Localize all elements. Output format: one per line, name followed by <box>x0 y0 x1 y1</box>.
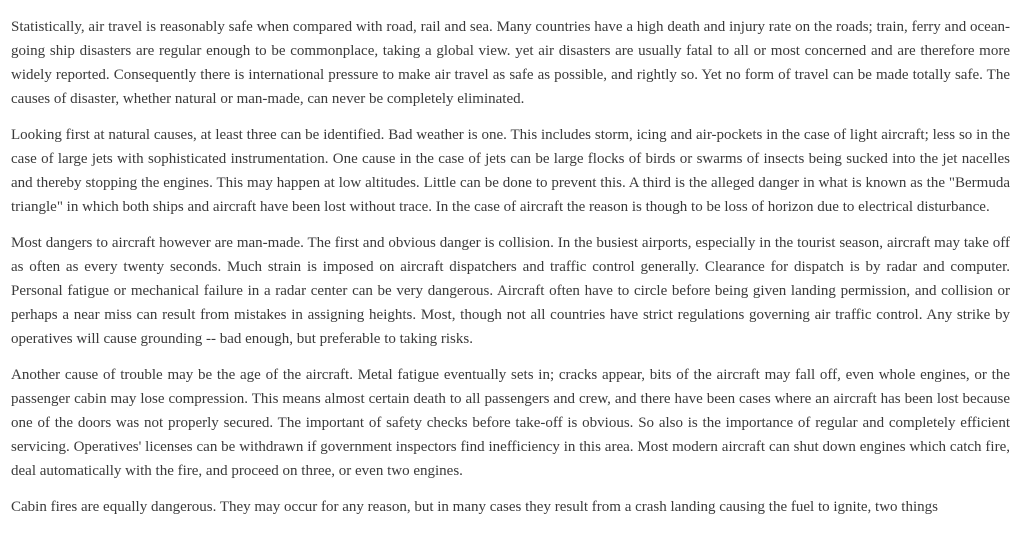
article-body <box>11 15 1010 531</box>
paragraph-natural-causes: Looking first at natural causes, at least three can be identified. Bad weather is one. This includes storm, icing and air-pockets in the case of light aircraft; less so in the case of large jets with sophisticated instrumentation. One cause in the case of jets can be large flocks of birds or swarms of insects being sucked into the jet nacelles and thereby stopping the engines. This may happen at low altitudes. Little can be done to prevent this. A third is the alleged danger in what is known as the "Bermuda triangle" in which both ships and aircraft have been lost without trace. In the case of aircraft the reason is though to be loss of horizon due to electrical disturbance. <box>11 127 1010 215</box>
paragraph-aircraft-age: Another cause of trouble may be the age of the aircraft. Metal fatigue eventually sets in; cracks appear, bits of the aircraft may fall off, even whole engines, or the passenger cabin may lose compression. This means almost certain death to all passengers and crew, and there have been cases where an aircraft has been lost because one of the doors was not properly secured. The important of safety checks before take-off is obvious. So also is the importance of regular and completely efficient servicing. Operatives' licenses can be withdrawn if government inspectors find inefficiency in this area. Most modern aircraft can shut down engines which catch fire, deal automatically with the fire, and proceed on three, or even two engines. <box>11 367 1010 479</box>
paragraph-man-made-dangers: Most dangers to aircraft however are man-made. The first and obvious danger is collision. In the busiest airports, especially in the tourist season, aircraft may take off as often as every twenty seconds. Much strain is imposed on aircraft dispatchers and traffic control generally. Clearance for dispatch is by radar and computer. Personal fatigue or mechanical failure in a radar center can be very dangerous. Aircraft often have to circle before being given landing permission, and collision or perhaps a near miss can result from mistakes in assigning heights. Most, though not all countries have strict regulations governing air traffic control. Any strike by operatives will cause grounding -- bad enough, but preferable to taking risks. <box>11 235 1010 347</box>
paragraph-safety-overview: Statistically, air travel is reasonably safe when compared with road, rail and sea. Many countries have a high death and injury rate on the roads; train, ferry and ocean-going ship disasters are regular enough to be commonplace, taking a global view. yet air disasters are usually fatal to all or most concerned and are therefore more widely reported. Consequently there is international pressure to make air travel as safe as possible, and rightly so. Yet no form of travel can be made totally safe. The causes of disaster, whether natural or man-made, can never be completely eliminated. <box>11 19 1010 107</box>
paragraph-cabin-fires: Cabin fires are equally dangerous. They may occur for any reason, but in many cases they result from a crash landing causing the fuel to ignite, two things <box>11 499 938 515</box>
